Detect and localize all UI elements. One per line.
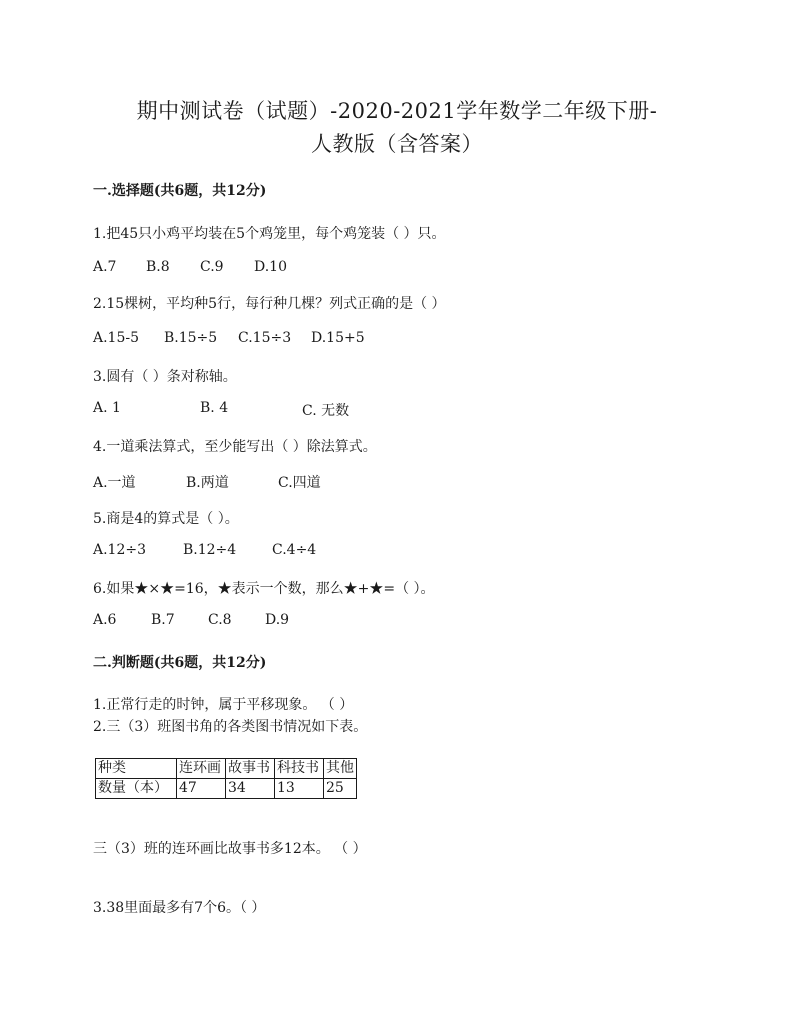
- judgment-question-2: 2.三（3）班图书角的各类图书情况如下表。: [93, 719, 368, 735]
- option-b: B.两道: [186, 475, 229, 491]
- judgment-question-2-statement: 三（3）班的连环画比故事书多12本。 （ ）: [93, 841, 367, 857]
- question-1: 1.把45只小鸡平均装在5个鸡笼里，每个鸡笼装（ ）只。: [93, 226, 446, 242]
- page-title-line1: 期中测试卷（试题）-2020-2021学年数学二年级下册-: [136, 99, 658, 123]
- option-c: C.8: [208, 612, 232, 628]
- table-cell: 其他: [324, 759, 357, 779]
- table-row: [96, 779, 357, 799]
- question-2: 2.15棵树，平均种5行，每行种几棵？列式正确的是（ ）: [93, 296, 446, 312]
- option-c: C. 无数: [302, 403, 350, 419]
- table-cell: 故事书: [226, 759, 275, 779]
- option-c: C.4÷4: [272, 542, 317, 558]
- option-a: A.6: [93, 612, 117, 628]
- table-cell: 47: [177, 779, 226, 799]
- question-2-options: [93, 330, 365, 346]
- book-table: [95, 758, 357, 799]
- section-heading-judgment: 二.判断题(共6题，共12分): [93, 655, 267, 671]
- option-d: D.9: [265, 612, 290, 628]
- table-cell: 25: [324, 779, 357, 799]
- question-3-options: [93, 400, 349, 420]
- option-a: A.12÷3: [93, 542, 147, 558]
- option-c: C.四道: [278, 475, 321, 491]
- table-header-row: [96, 759, 357, 779]
- table-cell: 种类: [96, 759, 177, 779]
- option-b: B.7: [151, 612, 175, 628]
- question-4: 4.一道乘法算式，至少能写出（ ）除法算式。: [93, 439, 377, 455]
- option-c: C.9: [200, 259, 224, 275]
- option-b: B.15÷5: [164, 330, 218, 346]
- section-heading-choice: 一.选择题(共6题，共12分): [93, 183, 267, 199]
- question-6-options: [93, 612, 289, 628]
- option-a: A.15-5: [93, 330, 140, 346]
- table-cell: 13: [275, 779, 324, 799]
- question-5-options: [93, 542, 316, 558]
- option-b: B. 4: [200, 400, 229, 416]
- question-5: 5.商是4的算式是（ ）。: [93, 511, 239, 527]
- option-b: B.12÷4: [183, 542, 237, 558]
- page-title-line2: 人教版（含答案）: [311, 132, 483, 156]
- option-a: A.一道: [93, 475, 136, 491]
- judgment-question-1: 1.正常行走的时钟，属于平移现象。 （ ）: [93, 697, 354, 713]
- question-1-options: [93, 259, 287, 275]
- question-4-options: [93, 472, 321, 492]
- table-cell: 连环画: [177, 759, 226, 779]
- judgment-question-3: 3.38里面最多有7个6。（ ）: [93, 900, 266, 916]
- table-cell: 科技书: [275, 759, 324, 779]
- option-b: B.8: [146, 259, 170, 275]
- table-cell: 34: [226, 779, 275, 799]
- option-c: C.15÷3: [238, 330, 292, 346]
- option-a: A.7: [93, 259, 117, 275]
- option-d: D.10: [254, 259, 287, 275]
- table-cell: 数量（本）: [96, 779, 177, 799]
- option-d: D.15+5: [311, 330, 365, 346]
- question-3: 3.圆有（ ）条对称轴。: [93, 369, 237, 385]
- question-6: 6.如果★×★=16，★表示一个数，那么★+★=（ ）。: [93, 581, 435, 597]
- option-a: A. 1: [93, 400, 121, 416]
